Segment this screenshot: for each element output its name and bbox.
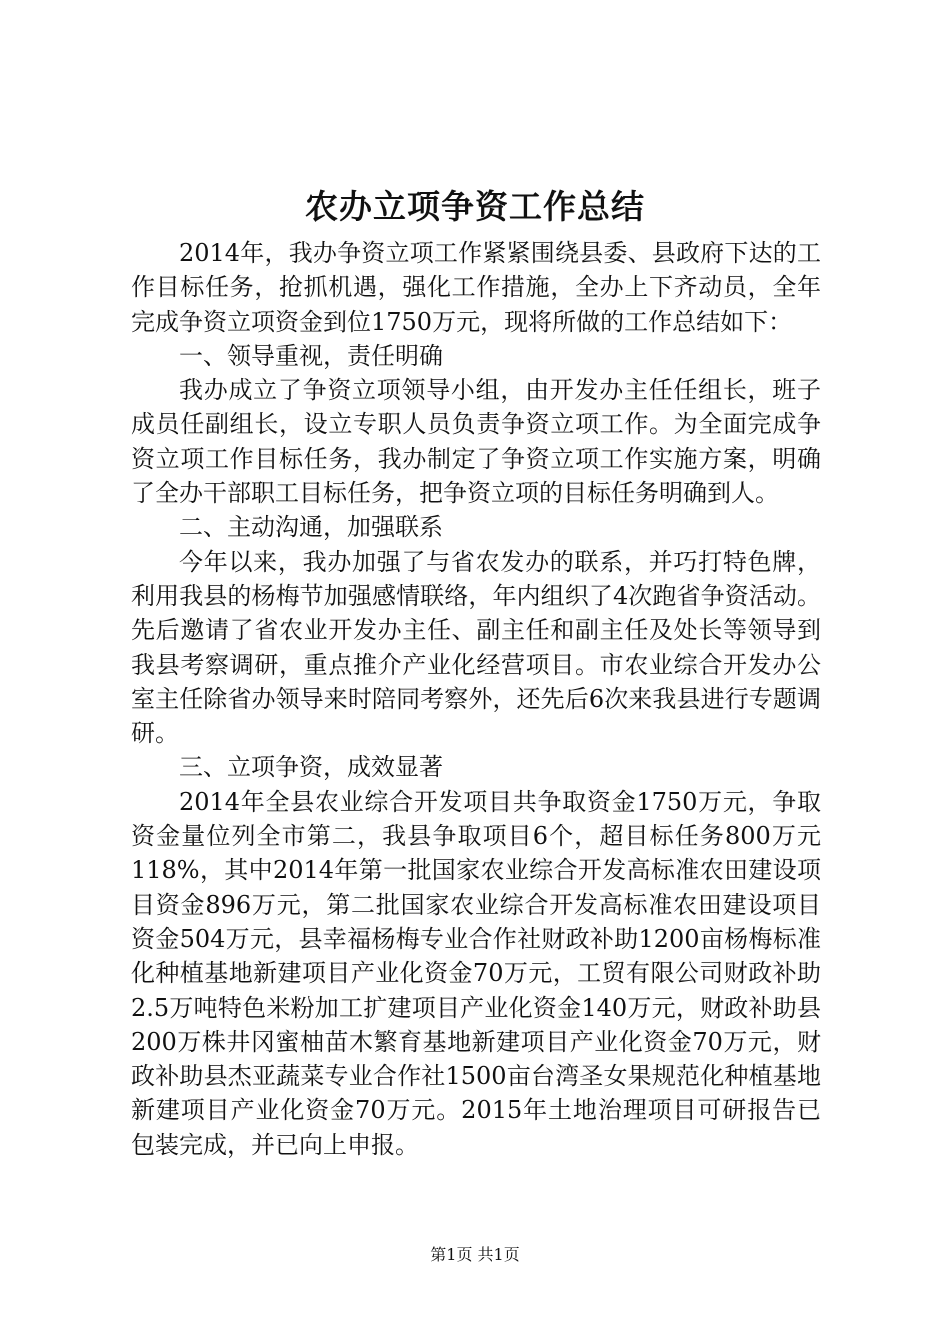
document-body <box>131 236 821 1162</box>
document-title: 农办立项争资工作总结 <box>305 187 645 226</box>
section-2-paragraph: 今年以来，我办加强了与省农发办的联系，并巧打特色牌，利用我县的杨梅节加强感情联络，年内组织了4次跑省争资活动。先后邀请了省农业开发办主任、副主任和副主任及处长等领导到我县考察调研，重点推介产业化经营项目。市农业综合开发办公室主任除省办领导来时陪同考察外，还先后6次来我县进行专题调研。 <box>131 547 821 748</box>
section-heading-3: 三、立项争资，成效显著 <box>179 753 443 782</box>
section-heading-2: 二、主动沟通，加强联系 <box>179 513 443 542</box>
section-3-paragraph: 2014年全县农业综合开发项目共争取资金1750万元，争取资金量位列全市第二，我县争取项目6个，超目标任务800万元118%，其中2014年第一批国家农业综合开发高标准农田建设项目资金896万元，第二批国家农业综合开发高标准农田建设项目资金504万元，县幸福杨梅专业合作社财政补助1200亩杨梅标准化种植基地新建项目产业化资金70万元，工贸有限公司财政补助2.5万吨特色米粉加工扩建项目产业化资金140万元，财政补助县200万株井冈蜜柚苗木繁育基地新建项目产业化资金70万元，财政补助县杰亚蔬菜专业合作社1500亩台湾圣女果规范化种植基地新建项目产业化资金70万元。2015年土地治理项目可研报告已包装完成，并已向上申报。 <box>131 787 821 1159</box>
section-1-paragraph: 我办成立了争资立项领导小组，由开发办主任任组长，班子成员任副组长，设立专职人员负责争资立项工作。为全面完成争资立项工作目标任务，我办制定了争资立项工作实施方案，明确了全办干部职工目标任务，把争资立项的目标任务明确到人。 <box>131 376 821 508</box>
intro-paragraph: 2014年，我办争资立项工作紧紧围绕县委、县政府下达的工作目标任务，抢抓机遇，强化工作措施，全办上下齐动员，全年完成争资立项资金到位1750万元，现将所做的工作总结如下： <box>131 239 821 336</box>
page-footer: 第1页 共1页 <box>430 1245 520 1264</box>
section-heading-1: 一、领导重视，责任明确 <box>179 341 443 370</box>
